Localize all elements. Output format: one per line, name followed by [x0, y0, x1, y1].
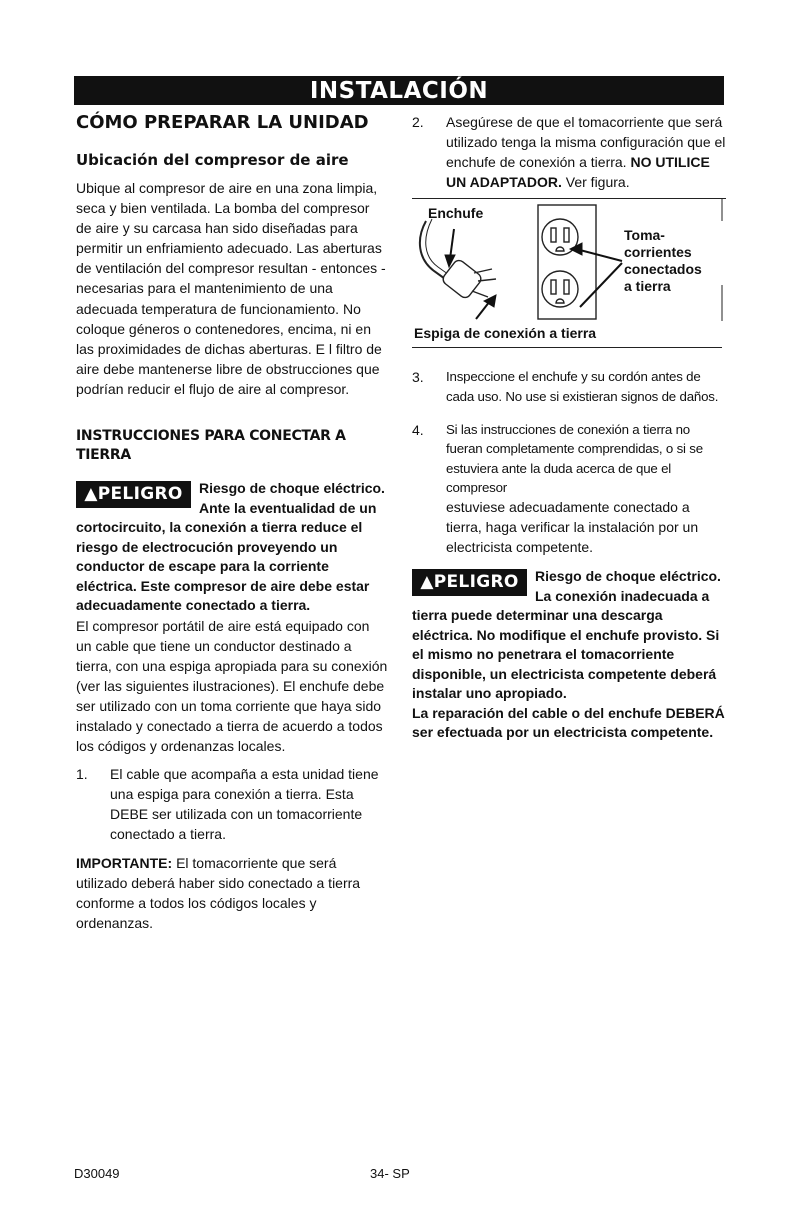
outlet-label-line2: corrientes: [624, 244, 692, 261]
right-column: [412, 112, 726, 743]
page-number: 34- SP: [370, 1166, 410, 1181]
danger-badge: ▲PELIGRO: [76, 481, 191, 508]
outlet-label-line4: a tierra: [624, 278, 671, 295]
list-item-number: 4.: [412, 421, 424, 438]
danger-warning-text: Riesgo de choque eléctrico. La conexión inadecuada a tierra puede determinar una descarga eléctrica. No modifique el enchufe provisto. Si el mismo no penetrara el tomacorriente disponible, un electricista competente deberá instalar uno apropiado.: [412, 568, 721, 702]
no-adapter-warning: NO UTILICE UN ADAPTADOR.: [446, 154, 710, 191]
list-item: [412, 112, 726, 192]
subsection-title-grounding: INSTRUCCIONES PARA CONECTAR A TIERRA: [76, 428, 346, 464]
location-paragraph: Ubique al compresor de aire en una zona limpia, seca y bien ventilada. La bomba del compresor de aire y su carcasa han sido diseñadas para permitir un enfriamiento adecuado. Las aberturas de ventilación del compresor resultan - entonces - necesarias para el mantenimiento de una adecuada temperatura de funcionamiento. No coloque géneros o contenedores, encima, ni en las proximidades de dichas aberturas. E l filtro de aire debe mantenerse libre de obstrucciones que podrían reducir el flujo de aire al compresor.: [76, 180, 386, 397]
outlet-label-line1: Toma-: [624, 227, 665, 244]
list-item-number: 3.: [412, 369, 424, 386]
list-item-text: Inspeccione el enchufe y su cordón antes de cada uso. No use si existieran signos de daños.: [446, 369, 719, 404]
grounding-figure: [412, 198, 726, 349]
document-code: D30049: [74, 1166, 120, 1181]
danger-warning-text: Riesgo de choque eléctrico. Ante la eventualidad de un cortocircuito, la conexión a tierra reduce el riesgo de electrocución proveyendo un conductor de escape para la corriente eléctrica. Este compresor de aire debe estar adecuadamente conectado a tierra.: [76, 480, 385, 614]
section-title: CÓMO PREPARAR LA UNIDAD: [76, 112, 369, 133]
grounding-paragraph: El compresor portátil de aire está equipado con un cable que tiene un conductor destinado a tierra, con una espiga apropiada para su conexión (ver las siguientes ilustraciones). El enchufe debe ser utilizado con un toma corriente que haya sido instalado y conectado a tierra de acuerdo a todos los códigos y ordenanzas locales.: [76, 617, 388, 755]
outlet-label-line3: conectados: [624, 261, 702, 278]
list-item-text: El cable que acompaña a esta unidad tiene una espiga para conexión a tierra. Esta DEBE ser utilizada con un tomacorriente conectado a tierra.: [110, 766, 379, 843]
danger-warning-1: [76, 479, 388, 616]
list-item-text: Asegúrese de que el tomacorriente que será utilizado tenga la misma configuración que el enchufe de conexión a tierra. NO UTILICE UN ADAPTADOR. Ver figura.: [446, 114, 726, 191]
danger-warning-text-repair: La reparación del cable o del enchufe DEBERÁ ser efectuada por un electricista competente.: [412, 704, 725, 741]
important-note: [76, 853, 388, 933]
subsection-title-location: Ubicación del compresor de aire: [76, 151, 349, 169]
plug-label: Enchufe: [428, 205, 484, 222]
list-item-text: Si las instrucciones de conexión a tierra no fueran completamente comprendidas, o si se estuviera ante la duda acerca de que el compresor estuviese adecuadamente conectado a tierra, haga verificar la instalación por un electricista competente.: [446, 421, 703, 556]
list-item-number: 2.: [412, 114, 424, 130]
left-column: [76, 112, 388, 933]
danger-warning-2: [412, 567, 726, 743]
outlet-icon: [538, 205, 596, 319]
section-banner: INSTALACIÓN: [74, 76, 724, 105]
grounding-pin-label: Espiga de conexión a tierra: [414, 325, 597, 342]
list-item: [412, 420, 726, 557]
list-item-number: 1.: [76, 766, 88, 783]
danger-badge: ▲PELIGRO: [412, 569, 527, 596]
list-item: [76, 764, 388, 844]
list-item: [412, 367, 726, 406]
important-text: El tomacorriente que será utilizado deberá haber sido conectado a tierra conforme a todos los códigos locales y ordenanzas.: [76, 854, 361, 931]
important-label: IMPORTANTE:: [76, 854, 173, 871]
